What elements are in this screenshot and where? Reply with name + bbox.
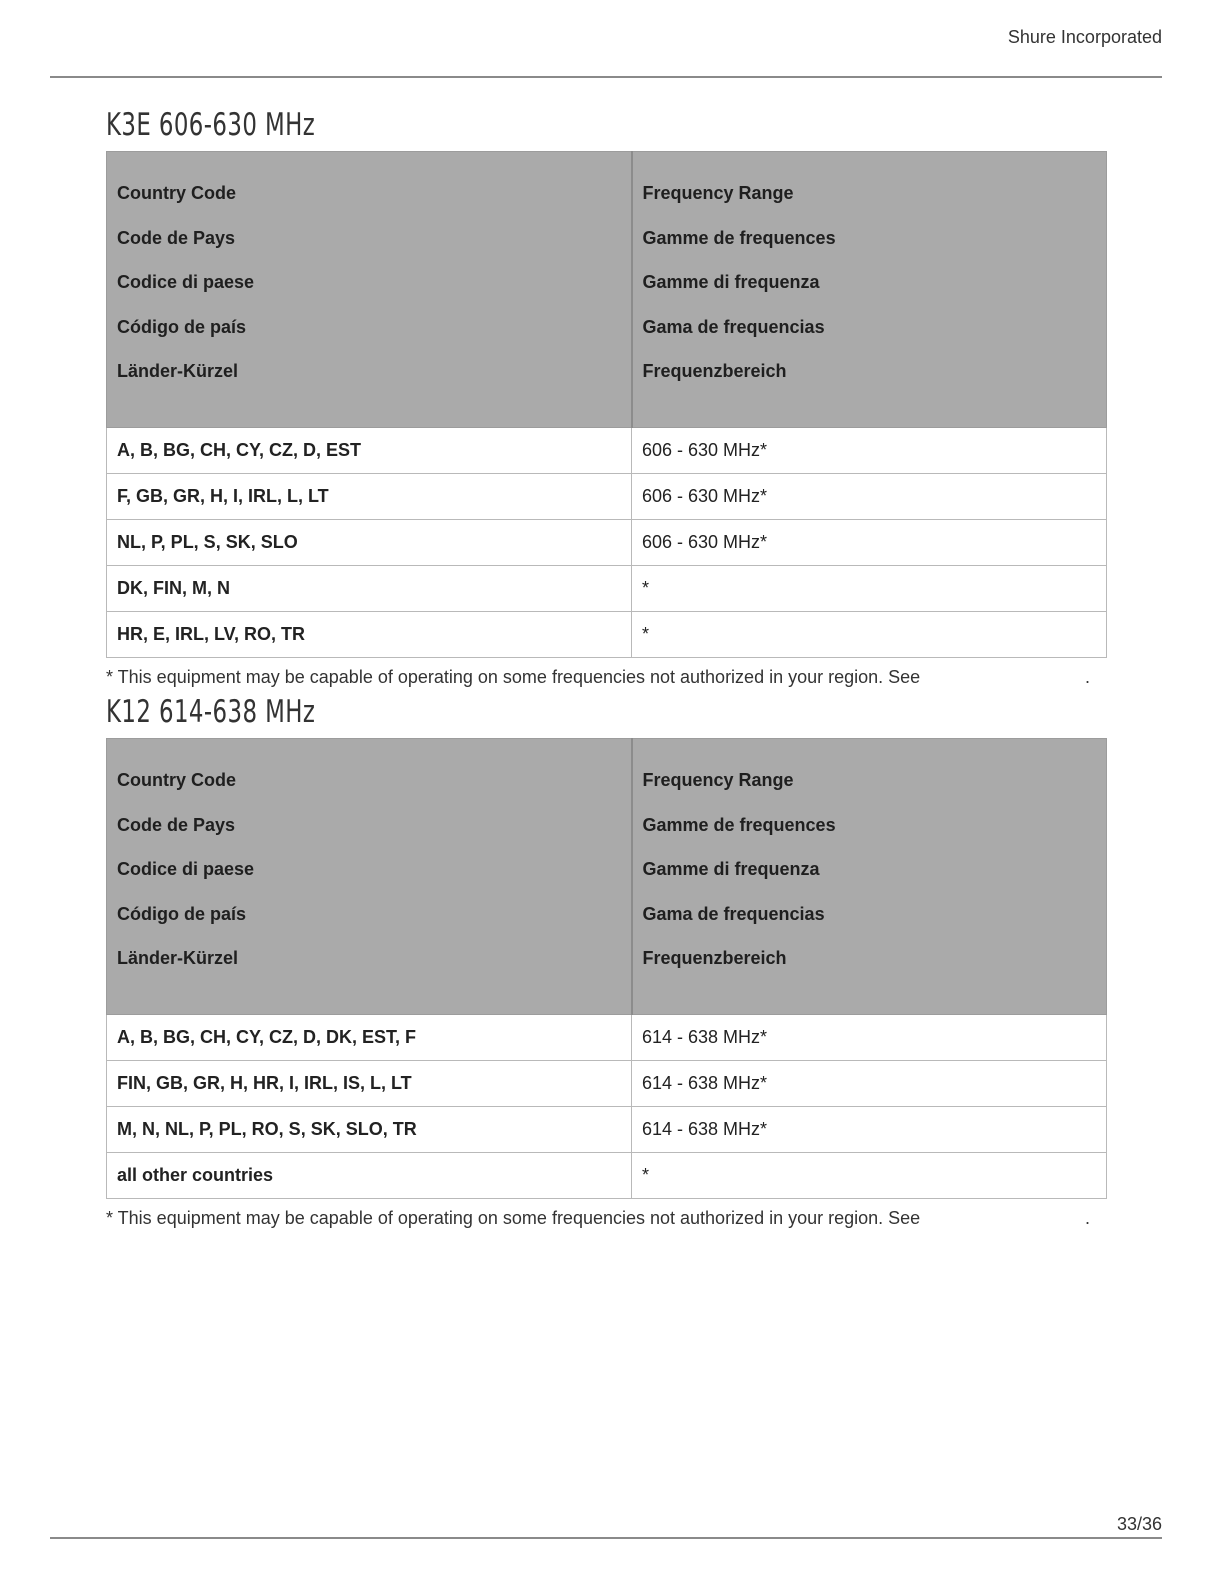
header-label: Código de país [117,316,247,337]
table-row [107,1060,1107,1106]
frequency-section-k3e [106,103,1106,688]
header-label: Codice di paese [117,859,255,879]
header-label: Frequency Range [642,183,794,203]
frequency-range-cell: * [632,1152,1107,1198]
header-label: Codice di paese [117,272,255,292]
table-row [107,1014,1107,1060]
footnote-end: . [1084,1207,1090,1228]
header-label: Frequenzbereich [642,361,787,381]
header-label: Frequency Range [642,770,794,790]
header-label: Gamme di frequenza [642,859,820,879]
header-label: Gama de frequencias [642,903,825,924]
header-label: Gamme di frequenza [642,272,820,292]
page-number: 33/36 [1116,1514,1162,1534]
frequency-range-cell: 614 - 638 MHz* [632,1060,1107,1106]
table-row [107,1106,1107,1152]
frequency-table [106,151,1107,658]
country-code-header [107,739,632,1015]
table-header-row [107,739,1107,1015]
frequency-table [106,738,1107,1199]
country-codes-cell: NL, P, PL, S, SK, SLO [107,519,632,565]
table-row [107,611,1107,657]
frequency-range-header [632,152,1107,428]
frequency-range-cell: * [632,611,1107,657]
header-label: Gamme de frequences [642,814,836,835]
frequency-range-cell: 606 - 630 MHz* [632,519,1107,565]
country-code-header [107,152,632,428]
frequency-section-k12 [106,690,1106,1229]
footnote-end: . [1084,666,1090,687]
header-label: Länder-Kürzel [117,361,239,381]
country-codes-cell: all other countries [107,1152,632,1198]
frequency-range-cell: 614 - 638 MHz* [632,1106,1107,1152]
table-row [107,473,1107,519]
section-title: K12 614-638 MHz [106,694,316,730]
footnote [106,667,1090,688]
country-codes-cell: M, N, NL, P, PL, RO, S, SK, SLO, TR [107,1106,632,1152]
footnote [106,1208,1090,1229]
frequency-range-header [632,739,1107,1015]
section-title: K3E 606-630 MHz [106,107,316,143]
country-codes-cell: HR, E, IRL, LV, RO, TR [107,611,632,657]
frequency-range-cell: 606 - 630 MHz* [632,427,1107,473]
table-header-row [107,152,1107,428]
country-codes-cell: DK, FIN, M, N [107,565,632,611]
header-label: Länder-Kürzel [117,948,239,968]
country-codes-cell: FIN, GB, GR, H, HR, I, IRL, IS, L, LT [107,1060,632,1106]
header-label: Frequenzbereich [642,948,787,968]
frequency-range-cell: * [632,565,1107,611]
header-label: Country Code [117,183,236,203]
header-divider [50,76,1162,78]
header-label: Gamme de frequences [642,227,836,248]
header-label: Code de Pays [117,227,236,248]
table-row [107,565,1107,611]
footnote-text: * This equipment may be capable of operating on some frequencies not authorized in your region. See [106,666,921,687]
table-row [107,1152,1107,1198]
footer-divider [50,1537,1162,1539]
table-row [107,427,1107,473]
frequency-range-cell: 606 - 630 MHz* [632,473,1107,519]
header-label: Country Code [117,770,236,790]
header-label: Código de país [117,903,247,924]
country-codes-cell: A, B, BG, CH, CY, CZ, D, EST [107,427,632,473]
header-label: Gama de frequencias [642,316,825,337]
table-row [107,519,1107,565]
footnote-text: * This equipment may be capable of operating on some frequencies not authorized in your region. See [106,1207,921,1228]
frequency-range-cell: 614 - 638 MHz* [632,1014,1107,1060]
header-label: Code de Pays [117,814,236,835]
country-codes-cell: F, GB, GR, H, I, IRL, L, LT [107,473,632,519]
country-codes-cell: A, B, BG, CH, CY, CZ, D, DK, EST, F [107,1014,632,1060]
company-name: Shure Incorporated [1007,27,1162,47]
